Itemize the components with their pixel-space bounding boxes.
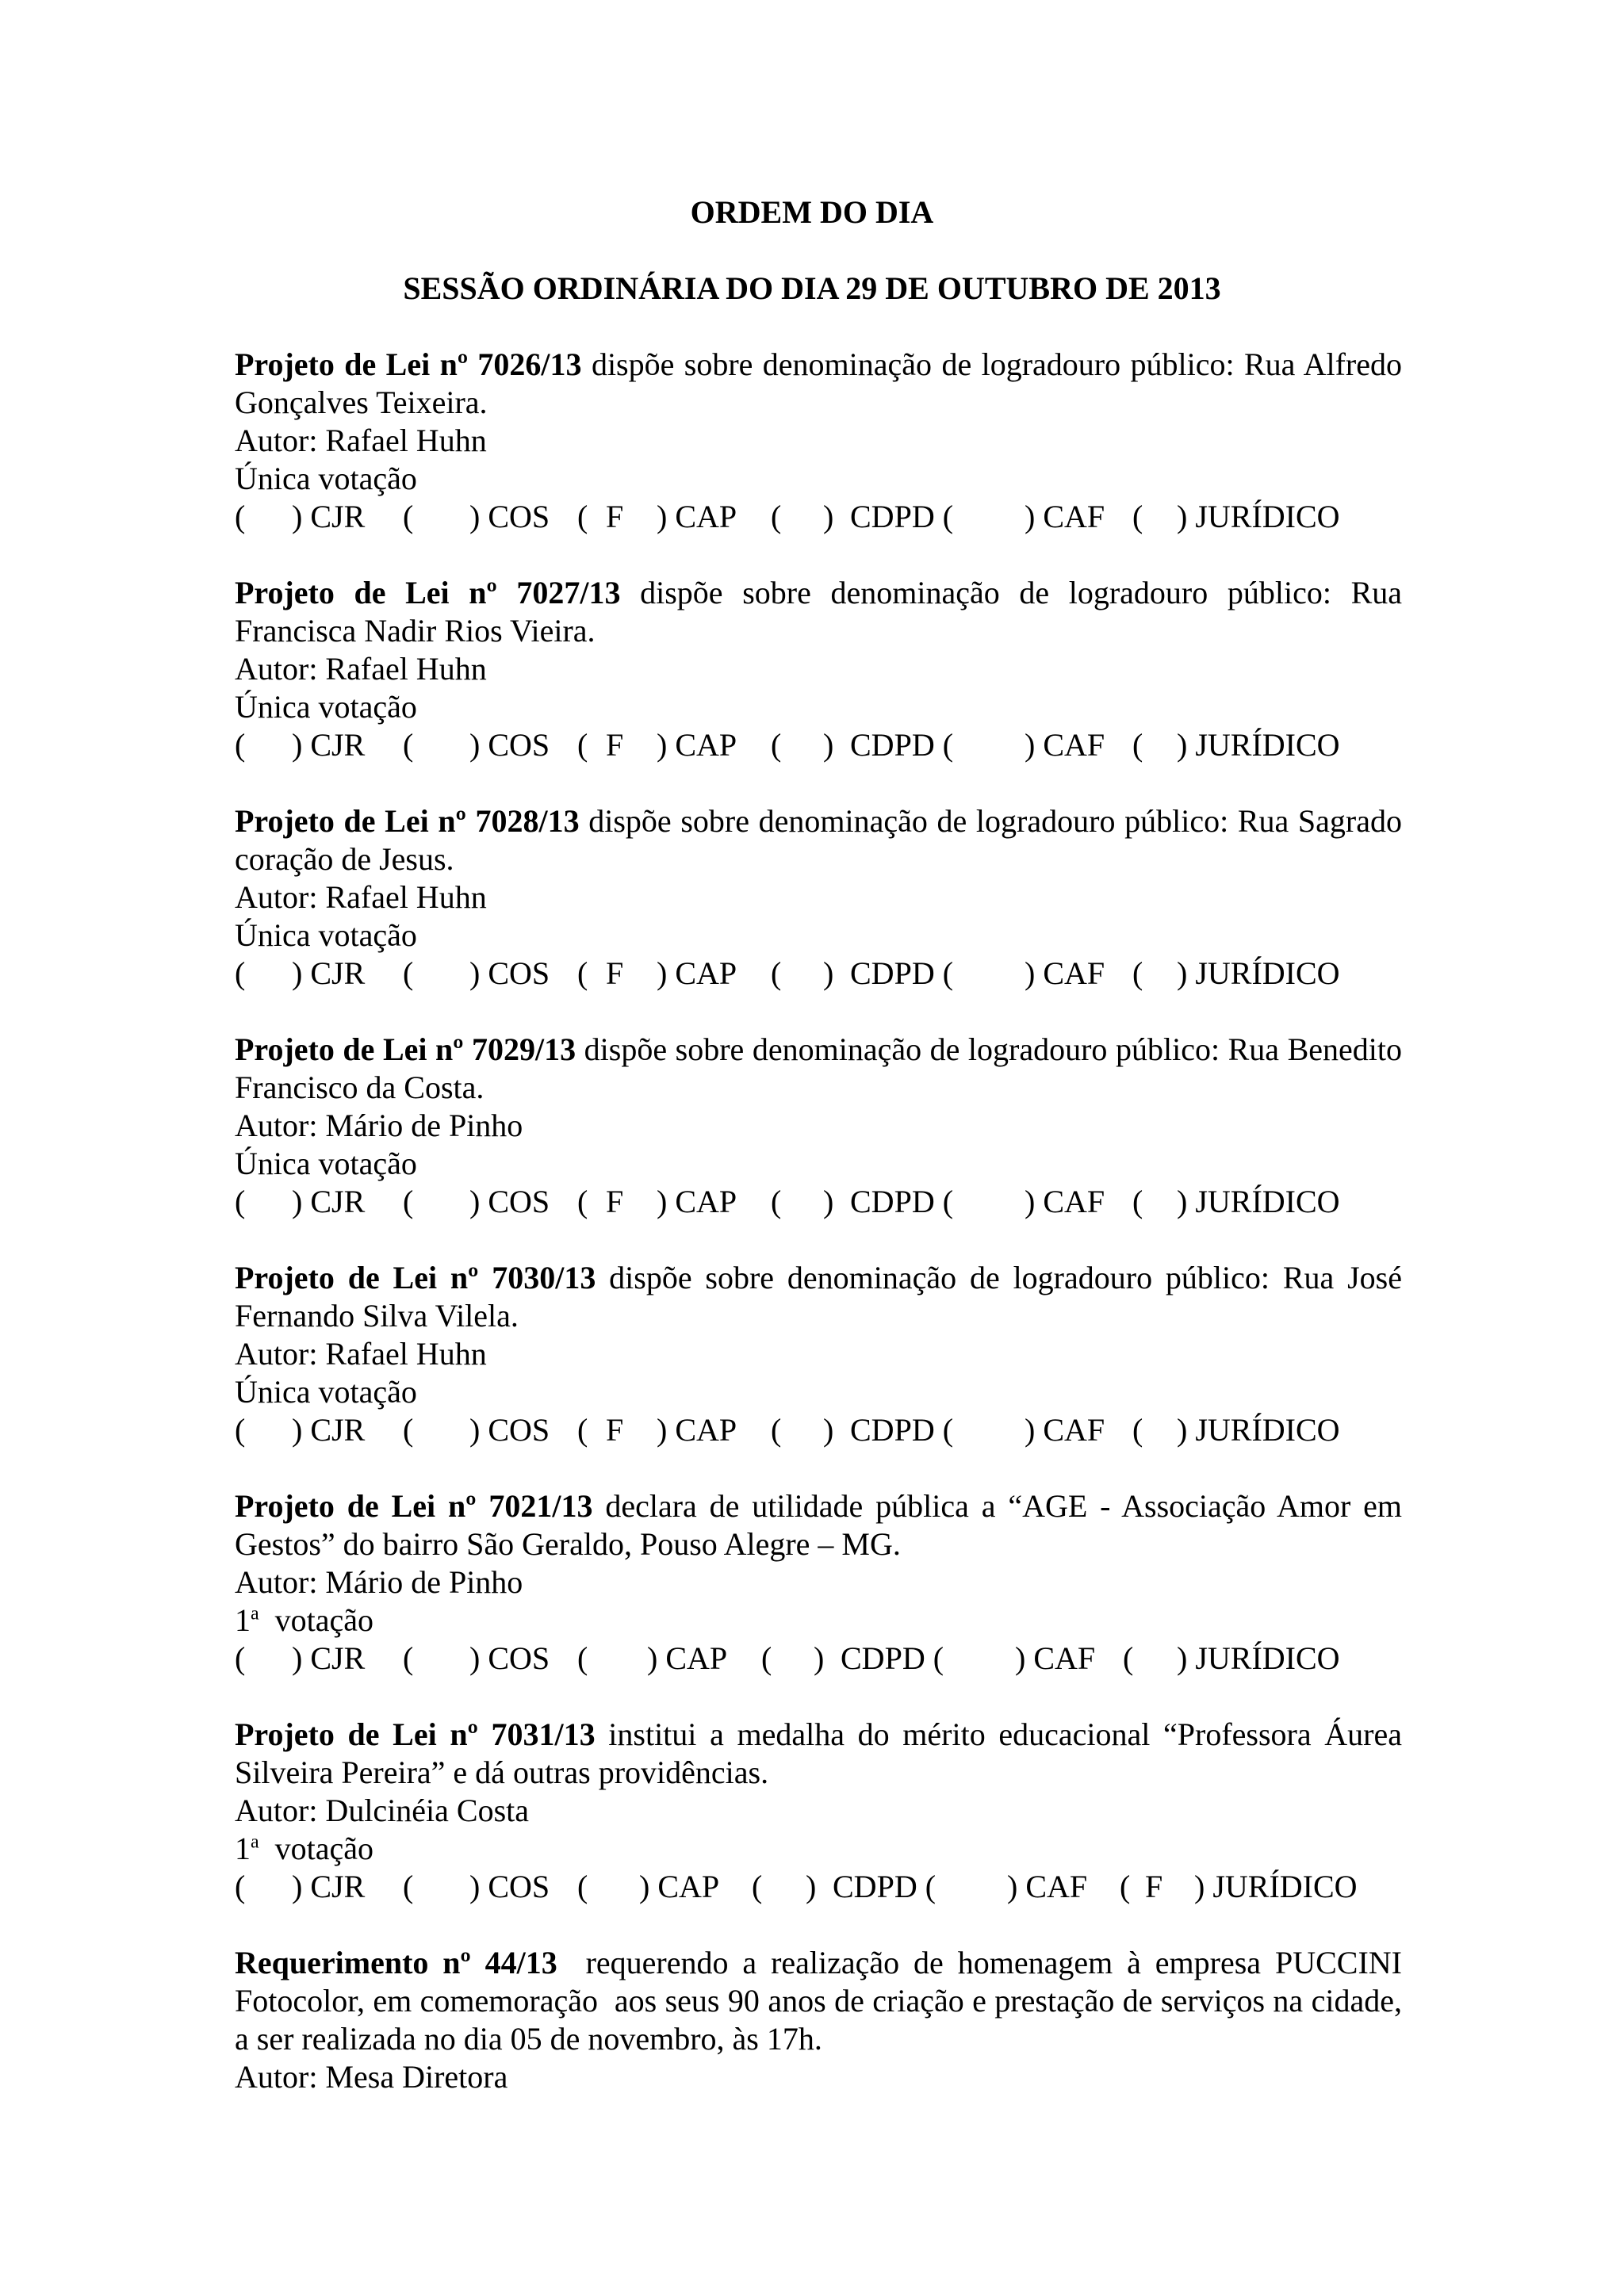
cjr-label: ) CJR [292, 1412, 366, 1448]
caf-label: ) CAF [1025, 955, 1105, 991]
cap-label: ) CAP [647, 1640, 728, 1676]
cos-label: ) COS [469, 1412, 550, 1448]
cjr-label: ) CJR [292, 1184, 366, 1219]
juridico-open: ( [1123, 1640, 1134, 1676]
item-text: dispõe sobre denominação de logradouro público: Rua Alfredo Gonçalves Teixeira. [235, 346, 1402, 420]
cdpd-open: ( [771, 1412, 782, 1448]
item-description [235, 802, 1402, 878]
item-author: Autor: Rafael Huhn [235, 879, 487, 915]
cjr-label: ) CJR [292, 727, 366, 763]
cos-open: ( [403, 499, 414, 534]
item-text: dispõe sobre denominação de logradouro público: Rua José Fernando Silva Vilela. [235, 1260, 1402, 1334]
cos-label: ) COS [469, 1184, 550, 1219]
cos-open: ( [403, 1184, 414, 1219]
item-description [235, 1716, 1402, 1792]
cap-mark: F [606, 1184, 624, 1219]
juridico-open: ( [1132, 1184, 1143, 1219]
cdpd-open: ( [771, 499, 782, 534]
cos-label: ) COS [469, 499, 550, 534]
vote-ordinal: a [251, 1603, 259, 1624]
juridico-label: ) JURÍDICO [1177, 955, 1340, 991]
item-author: Autor: Mesa Diretora [235, 2059, 508, 2095]
cdpd-open: ( [761, 1640, 772, 1676]
cap-open: ( [577, 1184, 588, 1219]
agenda-item [235, 1031, 1402, 1221]
cdpd-label-caf-open: CDPD ( [850, 1184, 954, 1219]
cdpd-close: ) [823, 727, 834, 763]
cos-open: ( [403, 727, 414, 763]
cjr-open: ( [235, 1184, 246, 1219]
cap-label: ) CAP [657, 1184, 737, 1219]
cjr-open: ( [235, 499, 246, 534]
cap-mark: F [606, 1412, 624, 1448]
commission-row [235, 1183, 1402, 1221]
session-subtitle: SESSÃO ORDINÁRIA DO DIA 29 DE OUTUBRO DE 2013 [403, 270, 1221, 306]
agenda-item [235, 1716, 1402, 1906]
cap-label: ) CAP [657, 1412, 737, 1448]
caf-label: ) CAF [1025, 1412, 1105, 1448]
item-description [235, 574, 1402, 650]
juridico-open: ( [1132, 499, 1143, 534]
item-vote: Única votação [235, 1146, 417, 1181]
item-heading: Projeto de Lei nº 7026/13 [235, 346, 582, 382]
cjr-open: ( [235, 955, 246, 991]
cap-open: ( [577, 1412, 588, 1448]
cap-label: ) CAP [657, 727, 737, 763]
cdpd-label-caf-open: CDPD ( [850, 1412, 954, 1448]
item-author: Autor: Rafael Huhn [235, 1336, 487, 1372]
juridico-label: ) JURÍDICO [1177, 1184, 1340, 1219]
item-description [235, 1259, 1402, 1335]
caf-label: ) CAF [1025, 1184, 1105, 1219]
item-vote: Única votação [235, 917, 417, 953]
item-vote [235, 1601, 1402, 1640]
cjr-label: ) CJR [292, 955, 366, 991]
vote-number: 1 [235, 1831, 251, 1866]
item-text: declara de utilidade pública a “AGE - Associação Amor em Gestos” do bairro São Geraldo, Pouso Alegre – MG. [235, 1488, 1403, 1562]
juridico-label: ) JURÍDICO [1177, 1412, 1340, 1448]
commission-row [235, 1640, 1402, 1678]
cdpd-label-caf-open: CDPD ( [841, 1640, 944, 1676]
item-vote: Única votação [235, 1374, 417, 1410]
agenda-item [235, 1944, 1410, 2096]
juridico-mark: F [1145, 1869, 1163, 1904]
agenda-item [235, 574, 1402, 764]
juridico-open: ( [1120, 1869, 1131, 1904]
item-vote: Única votação [235, 461, 417, 496]
caf-label: ) CAF [1007, 1869, 1088, 1904]
item-text: requerendo a realização de homenagem à empresa PUCCINI Fotocolor, em comemoração aos seus 90 anos de criação e prestação de serviços na cidade, a ser realizada no dia 05 de novembro, às 17h. [235, 1945, 1410, 2057]
cos-label: ) COS [469, 727, 550, 763]
item-heading: Projeto de Lei nº 7021/13 [235, 1488, 593, 1524]
juridico-label: ) JURÍDICO [1177, 1640, 1340, 1676]
cdpd-open: ( [752, 1869, 763, 1904]
commission-row [235, 498, 1402, 536]
item-text: dispõe sobre denominação de logradouro público: Rua Francisca Nadir Rios Vieira. [235, 575, 1403, 649]
caf-label: ) CAF [1015, 1640, 1096, 1676]
cos-open: ( [403, 1412, 414, 1448]
juridico-label: ) JURÍDICO [1177, 727, 1340, 763]
cos-label: ) COS [469, 1869, 550, 1904]
cdpd-open: ( [771, 955, 782, 991]
item-description [235, 1944, 1410, 2058]
cjr-open: ( [235, 1412, 246, 1448]
cdpd-label-caf-open: CDPD ( [850, 499, 954, 534]
cdpd-close: ) [806, 1869, 817, 1904]
vote-number: 1 [235, 1602, 251, 1638]
cos-label: ) COS [469, 1640, 550, 1676]
item-description [235, 346, 1402, 422]
commission-row [235, 726, 1402, 764]
cdpd-label-caf-open: CDPD ( [850, 727, 954, 763]
cdpd-close: ) [823, 955, 834, 991]
cdpd-close: ) [823, 1412, 834, 1448]
item-text: dispõe sobre denominação de logradouro público: Rua Benedito Francisco da Costa. [235, 1031, 1402, 1105]
cjr-open: ( [235, 1869, 246, 1904]
cap-open: ( [577, 1869, 588, 1904]
cdpd-open: ( [771, 727, 782, 763]
item-vote [235, 1830, 1402, 1868]
commission-row [235, 1868, 1402, 1906]
item-heading: Requerimento nº 44/13 [235, 1945, 557, 1980]
cdpd-close: ) [814, 1640, 825, 1676]
item-author: Autor: Rafael Huhn [235, 423, 487, 458]
cdpd-close: ) [823, 1184, 834, 1219]
juridico-open: ( [1132, 1412, 1143, 1448]
commission-row [235, 1411, 1402, 1449]
caf-label: ) CAF [1025, 727, 1105, 763]
juridico-open: ( [1132, 727, 1143, 763]
agenda-item [235, 1259, 1402, 1449]
cap-mark: F [606, 727, 624, 763]
cap-open: ( [577, 1640, 588, 1676]
item-description [235, 1487, 1402, 1563]
cjr-label: ) CJR [292, 1869, 366, 1904]
vote-word: votação [259, 1602, 374, 1638]
cdpd-label-caf-open: CDPD ( [833, 1869, 936, 1904]
item-author: Autor: Dulcinéia Costa [235, 1793, 530, 1828]
cjr-label: ) CJR [292, 1640, 366, 1676]
cos-open: ( [403, 1869, 414, 1904]
item-heading: Projeto de Lei nº 7030/13 [235, 1260, 596, 1295]
item-heading: Projeto de Lei nº 7027/13 [235, 575, 621, 610]
agenda-item [235, 802, 1402, 993]
item-author: Autor: Mário de Pinho [235, 1108, 523, 1143]
item-heading: Projeto de Lei nº 7031/13 [235, 1716, 596, 1752]
cap-mark: F [606, 499, 624, 534]
cap-open: ( [577, 727, 588, 763]
item-heading: Projeto de Lei nº 7029/13 [235, 1031, 576, 1067]
commission-row [235, 955, 1402, 993]
cap-label: ) CAP [657, 499, 737, 534]
cap-open: ( [577, 955, 588, 991]
cap-label: ) CAP [657, 955, 737, 991]
caf-label: ) CAF [1025, 499, 1105, 534]
item-description [235, 1031, 1402, 1107]
item-vote: Única votação [235, 689, 417, 725]
agenda-item [235, 1487, 1402, 1678]
juridico-label: ) JURÍDICO [1177, 499, 1340, 534]
vote-ordinal: a [251, 1831, 259, 1853]
agenda-item [235, 346, 1402, 536]
cjr-open: ( [235, 727, 246, 763]
cap-open: ( [577, 499, 588, 534]
cap-mark: F [606, 955, 624, 991]
item-author: Autor: Mário de Pinho [235, 1564, 523, 1600]
item-author: Autor: Rafael Huhn [235, 651, 487, 687]
cos-open: ( [403, 955, 414, 991]
item-text: dispõe sobre denominação de logradouro público: Rua Sagrado coração de Jesus. [235, 803, 1403, 877]
juridico-open: ( [1132, 955, 1143, 991]
cap-label: ) CAP [639, 1869, 720, 1904]
cdpd-label-caf-open: CDPD ( [850, 955, 954, 991]
item-text: institui a medalha do mérito educacional “Professora Áurea Silveira Pereira” e dá outras providências. [235, 1716, 1402, 1790]
cjr-open: ( [235, 1640, 246, 1676]
cdpd-open: ( [771, 1184, 782, 1219]
page-title: ORDEM DO DIA [690, 194, 934, 230]
item-heading: Projeto de Lei nº 7028/13 [235, 803, 580, 839]
cjr-label: ) CJR [292, 499, 366, 534]
cdpd-close: ) [823, 499, 834, 534]
cos-open: ( [403, 1640, 414, 1676]
vote-word: votação [259, 1831, 374, 1866]
cos-label: ) COS [469, 955, 550, 991]
juridico-label: ) JURÍDICO [1194, 1869, 1358, 1904]
